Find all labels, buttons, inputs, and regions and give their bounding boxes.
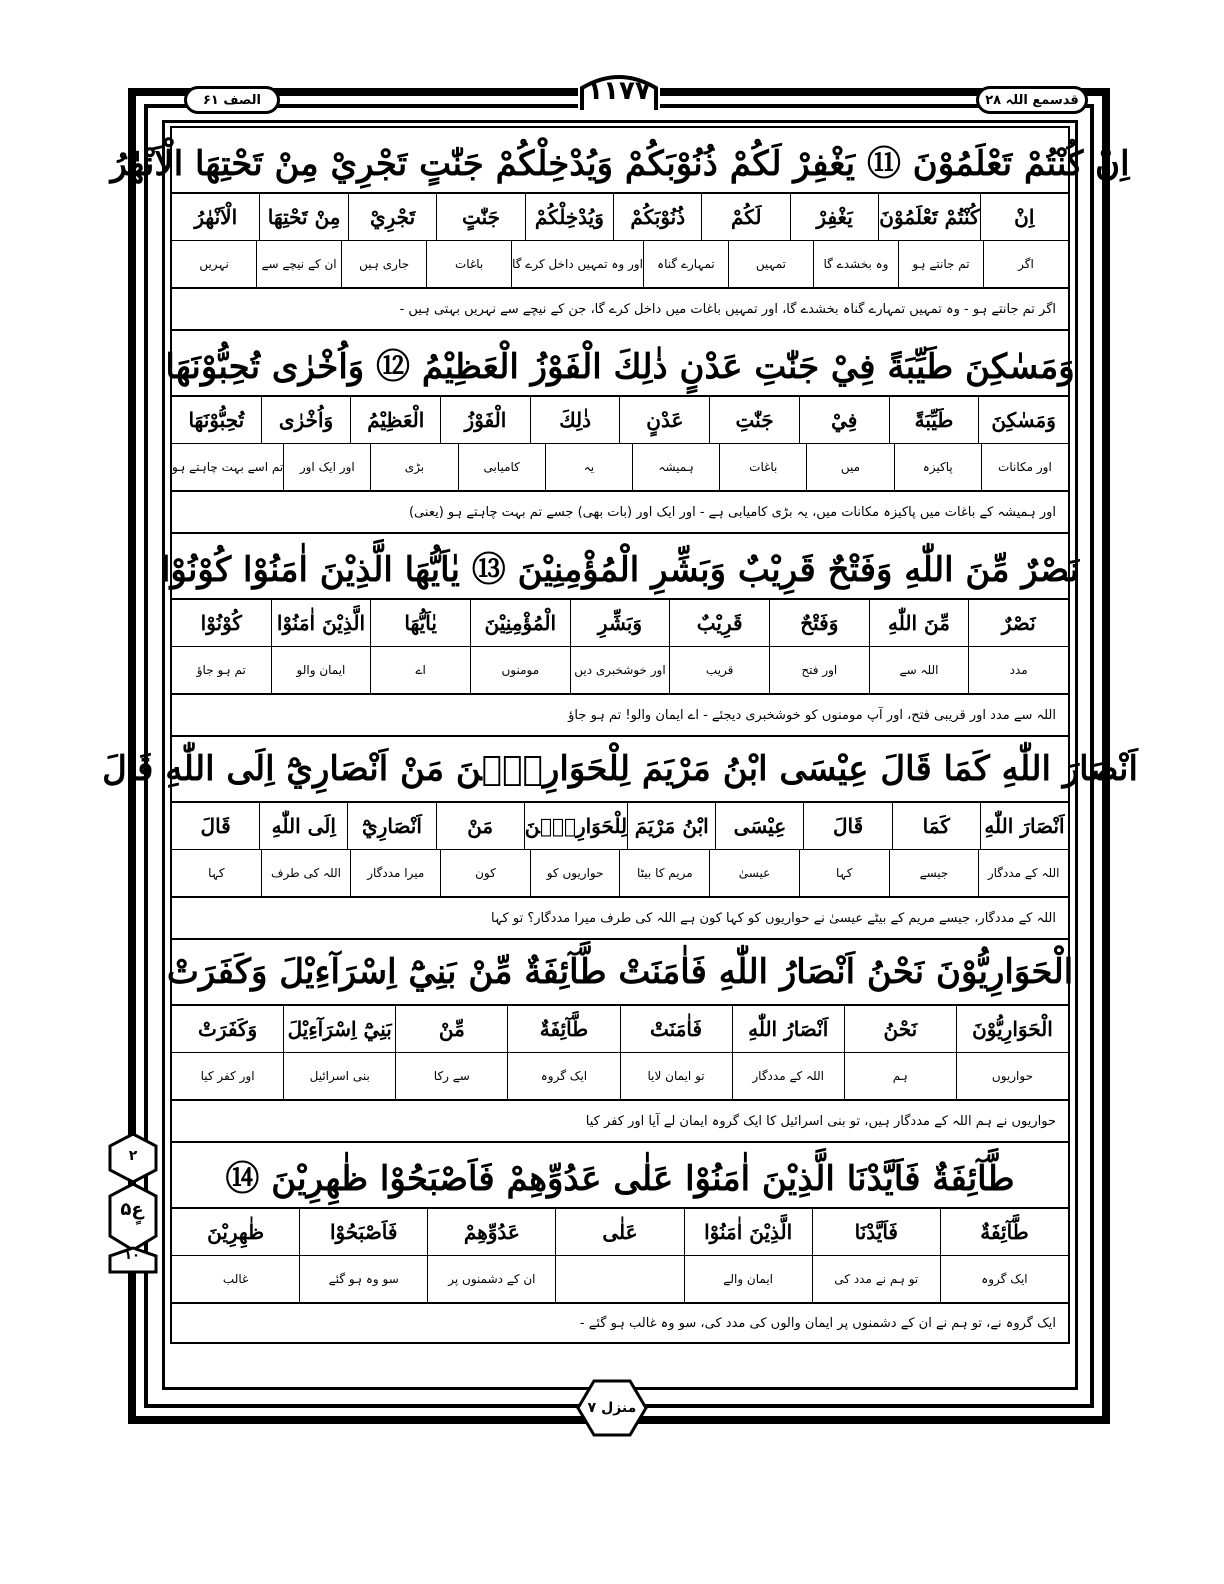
manzil-label: منزل ۷ bbox=[587, 1400, 637, 1416]
urdu-meaning-cell: سو وہ ہو گئے bbox=[299, 1256, 427, 1302]
arabic-word-cell: ظٰهِرِيْنَ bbox=[207, 1220, 265, 1244]
arabic-words-row bbox=[172, 1006, 1068, 1052]
urdu-meaning-cell: میں bbox=[806, 444, 893, 490]
urdu-translation-line: اور ہمیشہ کے باغات میں پاکیزہ مکانات میں، یہ بڑی کامیابی ہے - اور ایک اور (بات بھی) جسے تم بہت چاہتے ہو (یعنی) bbox=[170, 490, 1070, 532]
arabic-words-row bbox=[172, 600, 1068, 646]
arabic-word-cell: كُنْتُمْ تَعْلَمُوْنَ bbox=[878, 194, 979, 240]
arabic-word-cell: جَنّٰتٍ bbox=[436, 194, 524, 240]
urdu-meaning-cell: تم جانتے ہو bbox=[898, 241, 983, 287]
urdu-meaning-cell: میرا مددگار bbox=[350, 850, 440, 896]
surah-name: الصف ۶۱ bbox=[202, 92, 262, 108]
arabic-verse-line: نَصْرٌ مِّنَ اللّٰهِ وَفَتْحٌ قَرِيْبٌ وَبَشِّرِ الْمُؤْمِنِيْنَ ⑬ يٰاَيُّهَا الَّذِيْنَ اٰمَنُوْا كُوْنُوْا bbox=[170, 532, 1070, 598]
urdu-meaning-cell: یہ bbox=[545, 444, 632, 490]
arabic-word-cell: عَدْنٍ bbox=[619, 397, 709, 443]
arabic-word-cell: مَنْ bbox=[436, 803, 524, 849]
urdu-meaning-cell: کون bbox=[440, 850, 530, 896]
arabic-word-cell: فَاٰمَنَتْ bbox=[620, 1006, 732, 1052]
arabic-word-cell: قَالَ bbox=[803, 803, 891, 849]
arabic-verse-line: وَمَسٰكِنَ طَيِّبَةً فِيْ جَنّٰتِ عَدْنٍ ذٰلِكَ الْفَوْزُ الْعَظِيْمُ ⑫ وَاُخْرٰى تُحِبُّوْنَهَا bbox=[170, 329, 1070, 395]
urdu-meanings-row bbox=[172, 443, 1068, 490]
arabic-word-cell: الَّذِيْنَ اٰمَنُوْا bbox=[271, 600, 371, 646]
urdu-meaning-cell: مدد bbox=[968, 647, 1068, 693]
urdu-meaning-cell: بنی اسرائیل bbox=[283, 1053, 395, 1099]
urdu-meaning-cell: تو ایمان لایا bbox=[620, 1053, 732, 1099]
arabic-word-cell: لِلْحَوَارِيّٖنَ bbox=[524, 803, 627, 849]
arabic-word-cell: عَلٰى bbox=[555, 1209, 683, 1255]
arabic-verse-line: الْحَوَارِيُّوْنَ نَحْنُ اَنْصَارُ اللّٰهِ فَاٰمَنَتْ طَّآئِفَةٌ مِّنْ بَنِيْٓ اِسْرَآءِيْلَ وَكَفَرَتْ bbox=[170, 938, 1070, 1004]
arabic-word-cell: اَنْصَارُ اللّٰهِ bbox=[732, 1006, 844, 1052]
urdu-meaning-cell: غالب bbox=[222, 1272, 249, 1286]
arabic-verse-line: اِنْ كُنْتُمْ تَعْلَمُوْنَ ⑪ يَغْفِرْ لَكُمْ ذُنُوْبَكُمْ وَيُدْخِلْكُمْ جَنّٰتٍ تَجْرِيْ مِنْ تَحْتِهَا الْاَنْهٰرُ bbox=[170, 126, 1070, 192]
urdu-meaning-cell: تم ہو جاؤ bbox=[196, 663, 246, 677]
arabic-word-cell: الْاَنْهٰرُ bbox=[194, 205, 238, 229]
urdu-meaning-cell: باغات bbox=[426, 241, 511, 287]
word-by-word-table bbox=[170, 801, 1070, 896]
para-name: قدسمع اللہ ۲۸ bbox=[985, 92, 1079, 108]
side-marker-top: ۲ bbox=[128, 1148, 138, 1164]
urdu-meanings-row bbox=[172, 1255, 1068, 1302]
arabic-word-cell: وَمَسٰكِنَ bbox=[978, 397, 1068, 443]
urdu-meaning-cell: اور وہ تمہیں داخل کرے گا bbox=[511, 241, 643, 287]
arabic-word-cell: جَنّٰتِ bbox=[709, 397, 799, 443]
urdu-meaning-cell: ایک گروہ bbox=[940, 1256, 1068, 1302]
urdu-meaning-cell: تو ہم نے مدد کی bbox=[812, 1256, 940, 1302]
side-marker-bottom: ۱۰ bbox=[124, 1247, 140, 1263]
arabic-word-cell: طَّآئِفَةٌ bbox=[507, 1006, 619, 1052]
urdu-meaning-cell: کامیابی bbox=[458, 444, 545, 490]
arabic-word-cell: فَاَيَّدْنَا bbox=[812, 1209, 940, 1255]
urdu-meaning-cell: حواریوں bbox=[956, 1053, 1068, 1099]
urdu-meaning-cell: جاری ہیں bbox=[341, 241, 426, 287]
urdu-meaning-cell: اور فتح bbox=[769, 647, 869, 693]
arabic-word-cell: عَدُوِّهِمْ bbox=[427, 1209, 555, 1255]
ruku-number: ۵ bbox=[120, 1198, 132, 1220]
urdu-meaning-cell: بڑی bbox=[370, 444, 457, 490]
urdu-translation-line: ایک گروہ نے، تو ہم نے ان کے دشمنوں پر ایمان والوں کی مدد کی، سو وہ غالب ہو گئے - bbox=[170, 1302, 1070, 1344]
arabic-word-cell: وَاُخْرٰى bbox=[261, 397, 351, 443]
urdu-meaning-cell: اللہ کے مددگار bbox=[732, 1053, 844, 1099]
urdu-meaning-cell: جیسے bbox=[889, 850, 979, 896]
arabic-word-cell: نَحْنُ bbox=[844, 1006, 956, 1052]
urdu-meaning-cell: حواریوں کو bbox=[530, 850, 620, 896]
arabic-word-cell: طَيِّبَةً bbox=[889, 397, 979, 443]
urdu-meaning-cell: تمہیں bbox=[728, 241, 813, 287]
urdu-meaning-cell: مومنوں bbox=[470, 647, 570, 693]
arabic-word-cell: قَالَ bbox=[200, 814, 231, 838]
urdu-meaning-cell: ایمان والو bbox=[271, 647, 371, 693]
urdu-meaning-cell: ہم bbox=[844, 1053, 956, 1099]
urdu-meaning-cell: ایک گروہ bbox=[507, 1053, 619, 1099]
arabic-word-cell: فَاَصْبَحُوْا bbox=[299, 1209, 427, 1255]
urdu-meaning-cell bbox=[555, 1256, 683, 1302]
arabic-word-cell: مِنْ تَحْتِهَا bbox=[259, 194, 347, 240]
arabic-verse-line: اَنْصَارَ اللّٰهِ كَمَا قَالَ عِيْسَى ابْنُ مَرْيَمَ لِلْحَوَارِيّٖنَ مَنْ اَنْصَارِيْٓ اِلَى اللّٰهِ قَالَ bbox=[170, 735, 1070, 801]
arabic-word-cell: وَكَفَرَتْ bbox=[197, 1017, 258, 1041]
word-by-word-table bbox=[170, 395, 1070, 490]
urdu-meaning-cell: اور خوشخبری دیں bbox=[570, 647, 670, 693]
urdu-meaning-cell: سے رکا bbox=[395, 1053, 507, 1099]
arabic-word-cell: طَّآئِفَةٌ bbox=[940, 1209, 1068, 1255]
urdu-meanings-row bbox=[172, 240, 1068, 287]
word-by-word-table bbox=[170, 192, 1070, 287]
urdu-meaning-cell: اور ایک اور bbox=[283, 444, 370, 490]
urdu-meaning-cell: تم اسے بہت چاہتے ہو bbox=[172, 460, 284, 474]
arabic-word-cell: تُحِبُّوْنَهَا bbox=[188, 408, 245, 432]
arabic-word-cell: اَنْصَارَ اللّٰهِ bbox=[980, 803, 1068, 849]
arabic-words-row bbox=[172, 194, 1068, 240]
arabic-word-cell: اَنْصَارِيْٓ bbox=[347, 803, 435, 849]
arabic-word-cell: فِيْ bbox=[799, 397, 889, 443]
urdu-translation-line: اللہ سے مدد اور قریبی فتح، اور آپ مومنوں کو خوشخبری دیجئے - اے ایمان والو! تم ہو جاؤ bbox=[170, 693, 1070, 735]
arabic-word-cell: بَنِيْٓ اِسْرَآءِيْلَ bbox=[283, 1006, 395, 1052]
page-number: ۱۱۷۷ bbox=[587, 76, 651, 106]
ruku-marker bbox=[112, 1196, 152, 1222]
word-by-word-table bbox=[170, 598, 1070, 693]
arabic-word-cell: ابْنُ مَرْيَمَ bbox=[627, 803, 715, 849]
arabic-words-row bbox=[172, 803, 1068, 849]
word-by-word-table bbox=[170, 1207, 1070, 1302]
urdu-meaning-cell: نہریں bbox=[199, 257, 229, 271]
arabic-word-cell: وَفَتْحٌ bbox=[769, 600, 869, 646]
urdu-translation-line: اگر تم جانتے ہو - وہ تمہیں تمہارے گناہ بخشدے گا، اور تمہیں باغات میں داخل کرے گا، جن کے نیچے سے نہریں بہتی ہیں - bbox=[170, 287, 1070, 329]
arabic-verse-line: طَّآئِفَةٌ فَاَيَّدْنَا الَّذِيْنَ اٰمَنُوْا عَلٰى عَدُوِّهِمْ فَاَصْبَحُوْا ظٰهِرِيْنَ ⑭ bbox=[170, 1141, 1070, 1207]
urdu-meanings-row bbox=[172, 849, 1068, 896]
arabic-word-cell: كَمَا bbox=[892, 803, 980, 849]
arabic-word-cell: تَجْرِيْ bbox=[348, 194, 436, 240]
arabic-word-cell: نَصْرٌ bbox=[968, 600, 1068, 646]
arabic-word-cell: اِنْ bbox=[980, 194, 1068, 240]
urdu-meaning-cell: مریم کا بیٹا bbox=[619, 850, 709, 896]
arabic-word-cell: اِلَى اللّٰهِ bbox=[259, 803, 347, 849]
manzil-badge bbox=[576, 1378, 648, 1438]
urdu-meaning-cell: ایمان والے bbox=[684, 1256, 812, 1302]
urdu-meaning-cell: قریب bbox=[669, 647, 769, 693]
urdu-meaning-cell: اے bbox=[370, 647, 470, 693]
urdu-meaning-cell: ہمیشہ bbox=[632, 444, 719, 490]
arabic-word-cell: عِيْسَى bbox=[715, 803, 803, 849]
arabic-word-cell: وَيُدْخِلْكُمْ bbox=[525, 194, 613, 240]
urdu-meaning-cell: اور مکانات bbox=[981, 444, 1068, 490]
urdu-meanings-row bbox=[172, 646, 1068, 693]
arabic-word-cell: ذٰلِكَ bbox=[530, 397, 620, 443]
arabic-word-cell: الْفَوْزُ bbox=[440, 397, 530, 443]
urdu-translation-line: حواریوں نے ہم اللہ کے مددگار ہیں، تو بنی اسرائیل کا ایک گروہ ایمان لے آیا اور کفر کیا bbox=[170, 1099, 1070, 1141]
arabic-word-cell: يٰاَيُّهَا bbox=[370, 600, 470, 646]
ruku-symbol: عٍ bbox=[131, 1198, 144, 1220]
surah-name-badge bbox=[184, 86, 280, 114]
word-by-word-table bbox=[170, 1004, 1070, 1099]
urdu-meaning-cell: پاکیزہ bbox=[894, 444, 981, 490]
urdu-meaning-cell: اگر bbox=[983, 241, 1068, 287]
arabic-word-cell: كُوْنُوْا bbox=[200, 611, 242, 635]
arabic-word-cell: مِّنَ اللّٰهِ bbox=[869, 600, 969, 646]
arabic-word-cell: الْعَظِيْمُ bbox=[350, 397, 440, 443]
arabic-word-cell: الْمُؤْمِنِيْنَ bbox=[470, 600, 570, 646]
para-name-badge bbox=[976, 86, 1088, 114]
urdu-meaning-cell: تمہارے گناہ bbox=[643, 241, 728, 287]
arabic-word-cell: مِّنْ bbox=[395, 1006, 507, 1052]
urdu-meaning-cell: عیسیٰ bbox=[709, 850, 799, 896]
arabic-word-cell: ذُنُوْبَكُمْ bbox=[613, 194, 701, 240]
arabic-word-cell: لَكُمْ bbox=[701, 194, 789, 240]
urdu-meaning-cell: باغات bbox=[719, 444, 806, 490]
arabic-word-cell: قَرِيْبٌ bbox=[669, 600, 769, 646]
arabic-words-row bbox=[172, 397, 1068, 443]
urdu-meaning-cell: ان کے دشمنوں پر bbox=[427, 1256, 555, 1302]
urdu-meaning-cell: اور کفر کیا bbox=[200, 1069, 255, 1083]
arabic-words-row bbox=[172, 1209, 1068, 1255]
urdu-meaning-cell: اللہ کی طرف bbox=[261, 850, 351, 896]
urdu-meaning-cell: کہا bbox=[208, 866, 225, 880]
urdu-meaning-cell: کہا bbox=[799, 850, 889, 896]
arabic-word-cell: الَّذِيْنَ اٰمَنُوْا bbox=[684, 1209, 812, 1255]
urdu-meaning-cell: وہ بخشدے گا bbox=[813, 241, 898, 287]
arabic-word-cell: الْحَوَارِيُّوْنَ bbox=[956, 1006, 1068, 1052]
urdu-meanings-row bbox=[172, 1052, 1068, 1099]
arabic-word-cell: يَغْفِرْ bbox=[790, 194, 878, 240]
urdu-translation-line: اللہ کے مددگار، جیسے مریم کے بیٹے عیسیٰ نے حواریوں کو کہا کون ہے اللہ کی طرف میرا مددگار؟ تو کہا bbox=[170, 896, 1070, 938]
urdu-meaning-cell: اللہ سے bbox=[869, 647, 969, 693]
urdu-meaning-cell: اللہ کے مددگار bbox=[978, 850, 1068, 896]
arabic-word-cell: وَبَشِّرِ bbox=[570, 600, 670, 646]
page-number-badge bbox=[578, 70, 660, 112]
urdu-meaning-cell: ان کے نیچے سے bbox=[256, 241, 341, 287]
